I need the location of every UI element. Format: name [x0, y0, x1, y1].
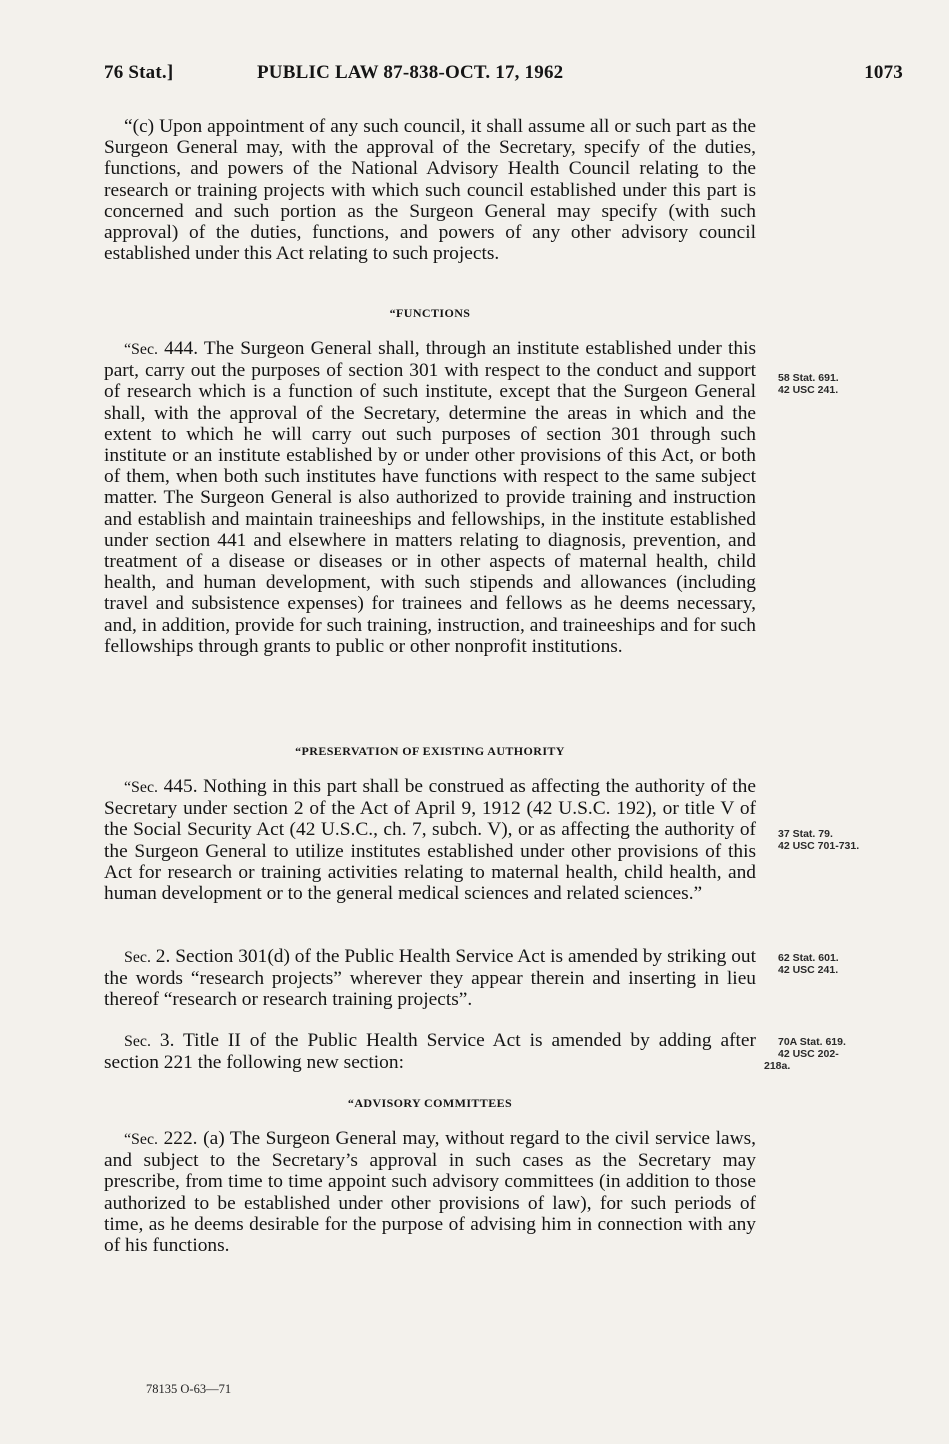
paragraph-text — [104, 776, 756, 904]
section-body: 444. The Surgeon General shall, through an institute established under this part, carry out the purposes of section 301 with respect to the conduct and support of research which is a function of such institute, except that the Surgeon General shall, with the approval of the Secretary, determine the areas in which and the extent to which he will carry out such purposes of section 301 through such institute or an institute established by or under other provisions of this Act, or both of them, when both such institutes have functions with respect to the same subject matter. The Surgeon General is also authorized to provide training and instruction and establish and maintain traineeships and fellowships, in the institute established under section 441 and elsewhere in matters relating to diagnosis, prevention, and treatment of a disease or diseases or in other aspects of maternal health, child health, and human development, with such stipends and allowances (including travel and subsistence expenses) for trainees and fellows as he deems necessary, and, in addition, provide for such training, instruction, and traineeships and for such fellowships through grants to public or other nonprofit institutions. — [104, 338, 756, 657]
header-stat-reference: 76 Stat.] — [104, 62, 174, 83]
margin-note-70a-stat — [764, 1036, 846, 1072]
section-label: “Sec. — [124, 341, 158, 358]
paragraph-text — [104, 1128, 756, 1256]
paragraph-sec-3 — [104, 1030, 756, 1073]
section-label: “Sec. — [124, 1131, 158, 1148]
paragraph-text — [104, 1030, 756, 1073]
margin-note-line: 42 USC 241. — [778, 384, 839, 396]
margin-note-37-stat — [778, 828, 859, 852]
paragraph-sec-222 — [104, 1128, 756, 1256]
section-body: 2. Section 301(d) of the Public Health Service Act is amended by striking out the words “research projects” wherever they appear therein and inserting in lieu thereof “research or research training projects”. — [104, 946, 756, 1011]
margin-note-62-stat — [778, 952, 839, 976]
margin-note-line: 62 Stat. 601. — [778, 952, 839, 964]
heading-preservation-block — [104, 744, 756, 759]
margin-note-line: 42 USC 241. — [778, 964, 839, 976]
section-label: Sec. — [124, 949, 151, 966]
paragraph-text — [104, 338, 756, 657]
section-body: 445. Nothing in this part shall be construed as affecting the authority of the Secretary under section 2 of the Act of April 9, 1912 (42 U.S.C. 192), or title V of the Social Security Act (42 U.S.C., ch. 7, subch. V), or as affecting the authority of the Surgeon General to utilize institutes established under other provisions of this Act for research or training activities relating to maternal health, child health, and human development or to the general medical sciences and related sciences.” — [104, 776, 756, 905]
section-label: “Sec. — [124, 779, 158, 796]
heading-functions-block — [104, 306, 756, 321]
section-body: 222. (a) The Surgeon General may, without regard to the civil service laws, and subject to the Secretary’s approval in such cases as the Secretary may prescribe, from time to time appoint such advisory committees (in addition to those authorized to be established under other provisions of law), for such periods of time, as he deems desirable for the purpose of advising him in connection with any of his functions. — [104, 1128, 756, 1257]
margin-note-line: 42 USC 701-731. — [778, 840, 860, 852]
paragraph-subsection-c — [104, 116, 756, 264]
section-body: 3. Title II of the Public Health Service Act is amended by adding after section 221 the following new section: — [104, 1030, 756, 1074]
footer-print-code: 78135 O-63—71 — [146, 1382, 232, 1396]
section-heading-functions: “FUNCTIONS — [389, 306, 471, 320]
paragraph-sec-445 — [104, 776, 756, 904]
margin-note-58-stat — [778, 372, 839, 396]
page-number: 1073 — [864, 62, 903, 83]
paragraph-text — [104, 946, 756, 1011]
section-heading-preservation: “PRESERVATION OF EXISTING AUTHORITY — [295, 744, 565, 758]
heading-advisory-block — [104, 1096, 756, 1111]
paragraph-sec-444 — [104, 338, 756, 657]
margin-note-line: 58 Stat. 691. — [778, 372, 839, 384]
margin-note-line: 218a. — [764, 1060, 791, 1072]
paragraph-sec-2 — [104, 946, 756, 1011]
margin-note-line: 37 Stat. 79. — [778, 828, 833, 840]
margin-note-line: 42 USC 202- — [778, 1048, 839, 1060]
section-label: Sec. — [124, 1033, 151, 1050]
header-public-law-title: PUBLIC LAW 87-838-OCT. 17, 1962 — [257, 62, 564, 83]
section-heading-advisory-committees: “ADVISORY COMMITTEES — [347, 1096, 513, 1110]
margin-note-line: 70A Stat. 619. — [778, 1036, 846, 1048]
paragraph-text: “(c) Upon appointment of any such council, it shall assume all or such part as the Surgeon General may, with the approval of the Secretary, specify of the duties, functions, and powers of the National Advisory Health Council relating to the research or training projects with which such council established under this part is concerned and such portion as the Surgeon General may specify (with such approval) of the duties, functions, and powers of any other advisory council established under this Act relating to such projects. — [104, 116, 756, 265]
